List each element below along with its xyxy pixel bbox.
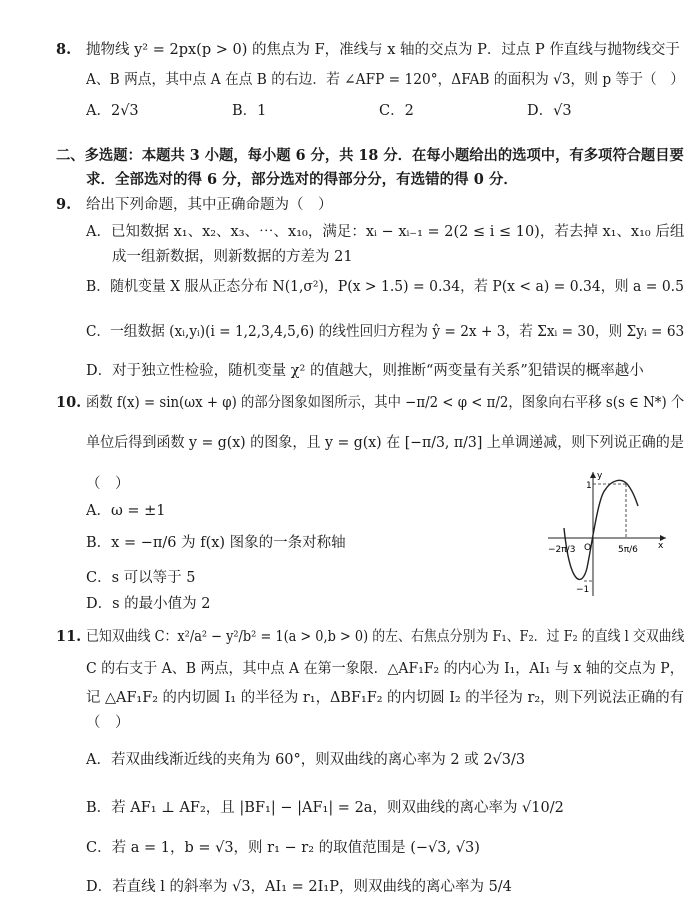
q8-number: 8. [56, 41, 72, 58]
q11-option-d: D．若直线 l 的斜率为 √3，AI₁ = 2I₁P，则双曲线的离心率为 5/4 [86, 879, 512, 895]
graph-label-origin: O [584, 543, 592, 553]
q10-number: 10. [56, 394, 82, 411]
graph-label-y: y [597, 471, 603, 481]
q10-option-b: B．x = −π/6 为 f(x) 图象的一条对称轴 [86, 535, 346, 551]
q10-option-a: A．ω = ±1 [86, 503, 166, 519]
q9-number: 9. [56, 196, 72, 213]
graph-label-x: x [658, 541, 664, 551]
q10-stem-line1: 函数 f(x) = sin(ωx + φ) 的部分图象如图所示，其中 −π/2 < φ < π/2，图象向右平移 s(s ∈ N*) 个 [86, 395, 685, 411]
q10-stem-line2: 单位后得到函数 y = g(x) 的图象，且 y = g(x) 在 [−π/3, π/3] 上单调递减，则下列说正确的是 [86, 435, 684, 451]
q8-option-a: A．2√3 [86, 103, 139, 119]
q8-stem-line1: 抛物线 y² = 2px(p > 0) 的焦点为 F，准线与 x 轴的交点为 P．过点 P 作直线与抛物线交于 [86, 42, 680, 58]
q9-option-d: D．对于独立性检验，随机变量 χ² 的值越大，则推断“两变量有关系”犯错误的概率越小 [86, 363, 644, 379]
q9-option-a-line1: A．已知数据 x₁、x₂、x₃、⋯、x₁₀，满足：xᵢ − xᵢ₋₁ = 2(2 ≤ i ≤ 10)，若去掉 x₁、x₁₀ 后组 [86, 224, 685, 240]
q11-option-c: C．若 a = 1，b = √3，则 r₁ − r₂ 的取值范围是 (−√3, √3) [86, 840, 480, 856]
graph-curve [564, 480, 638, 579]
q9-option-c: C．一组数据 (xᵢ,yᵢ)(i = 1,2,3,4,5,6) 的线性回归方程为 ŷ = 2x + 3，若 Σxᵢ = 30，则 Σyᵢ = 63 [86, 324, 685, 340]
section-heading-line1: 二、多选题：本题共 3 小题，每小题 6 分，共 18 分．在每小题给出的选项中，有多项符合题目要 [56, 147, 684, 164]
q11-option-a: A．若双曲线渐近线的夹角为 60°，则双曲线的离心率为 2 或 2√3/3 [86, 752, 526, 768]
q9-stem: 给出下列命题，其中正确命题为（ ） [86, 197, 333, 213]
q11-option-b: B．若 AF₁ ⊥ AF₂，且 |BF₁| − |AF₁| = 2a，则双曲线的离心率为 √10/2 [86, 800, 564, 816]
q8-option-c: C．2 [379, 103, 414, 119]
q8-option-b: B．1 [232, 103, 267, 119]
graph-y-arrow [590, 472, 596, 478]
q11-stem-line2: C 的右支于 A、B 两点，其中点 A 在第一象限．△AF₁F₂ 的内心为 I₁，AI₁ 与 x 轴的交点为 P， [86, 661, 684, 677]
section-heading-line2: 求．全部选对的得 6 分，部分选对的得部分分，有选错的得 0 分． [86, 171, 518, 188]
q10-option-d: D．s 的最小值为 2 [86, 596, 211, 612]
graph-label-left-tick: −2π/3 [548, 545, 576, 555]
q11-stem-line1: 已知双曲线 C：x²/a² − y²/b² = 1(a > 0,b > 0) 的左、右焦点分别为 F₁、F₂．过 F₂ 的直线 l 交双曲线 [86, 629, 685, 645]
graph-label-minus-one: −1 [576, 585, 590, 595]
q8-stem-line2: A、B 两点，其中点 A 在点 B 的右边．若 ∠AFP = 120°，ΔFAB 的面积为 √3，则 p 等于（ ） [86, 72, 685, 88]
q9-option-b: B．随机变量 X 服从正态分布 N(1,σ²)，P(x > 1.5) = 0.34，若 P(x < a) = 0.34，则 a = 0.5 [86, 279, 684, 295]
q11-number: 11. [56, 628, 82, 645]
graph-label-right-tick: 5π/6 [618, 545, 638, 555]
graph-label-one: 1 [586, 481, 592, 491]
q8-option-d: D．√3 [527, 103, 572, 119]
q10-option-c: C．s 可以等于 5 [86, 570, 196, 586]
q9-option-a-line2: 成一组新数据，则新数据的方差为 21 [112, 249, 353, 265]
q11-paren: （ ） [86, 715, 130, 731]
q11-stem-line3: 记 △AF₁F₂ 的内切圆 I₁ 的半径为 r₁，ΔBF₁F₂ 的内切圆 I₂ 的半径为 r₂，则下列说法正确的有 [86, 690, 685, 706]
sine-graph [548, 468, 668, 598]
q10-paren: （ ） [86, 476, 130, 492]
